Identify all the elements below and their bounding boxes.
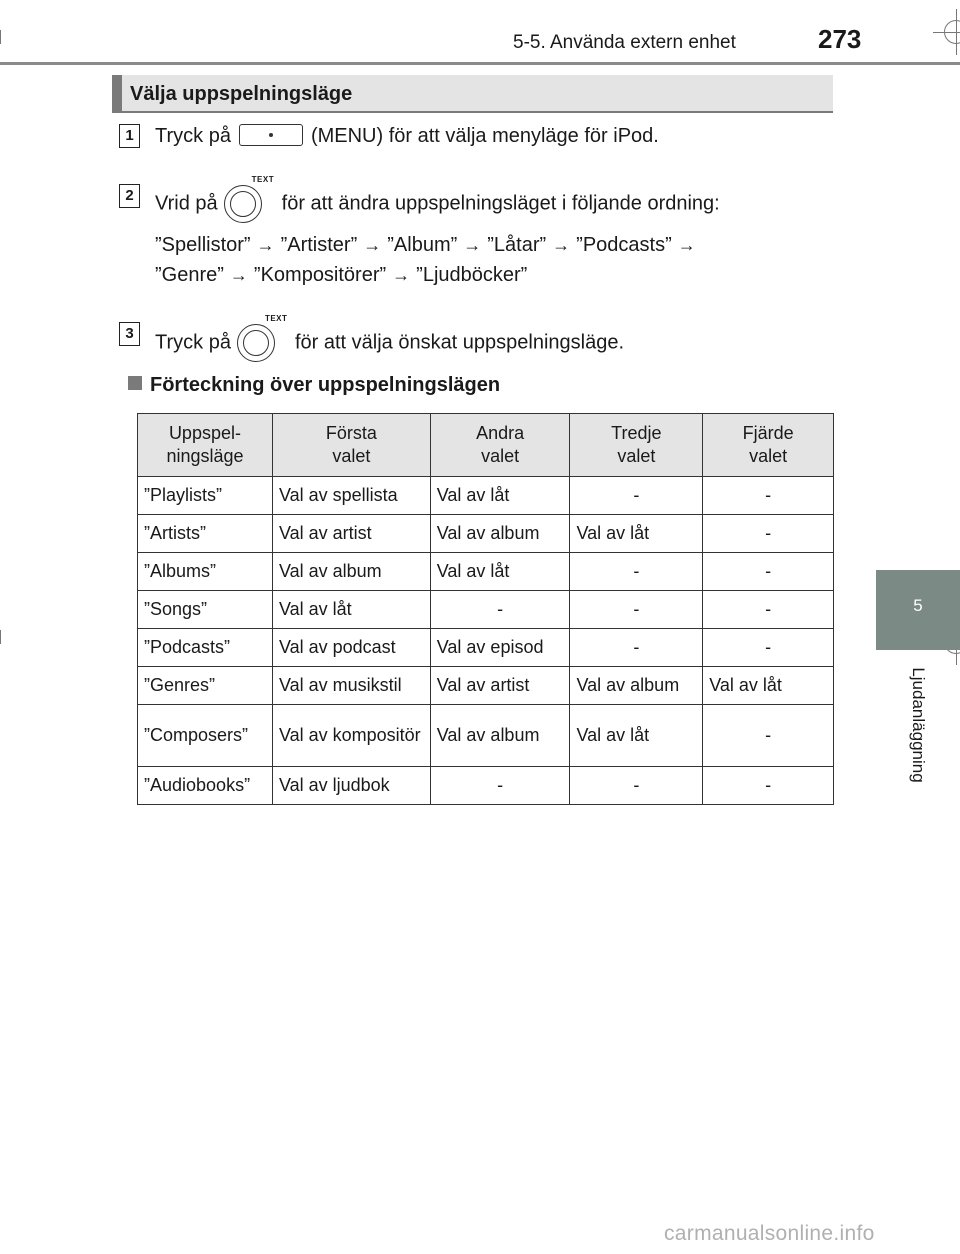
table-row [138, 667, 834, 705]
sequence-item: ”Album” [387, 234, 458, 256]
table-cell: - [570, 629, 703, 667]
arrow-right-icon: → [256, 235, 275, 255]
table-cell: Val av låt [430, 553, 570, 591]
sequence-line-1 [155, 234, 702, 257]
registration-mark-top-right [944, 20, 960, 44]
step-number-3: 3 [119, 322, 140, 346]
step-2-before: Vrid på [155, 192, 218, 215]
table-cell: - [703, 591, 834, 629]
table-header-cell: Andra valet [430, 414, 570, 477]
step-3-text [155, 314, 625, 364]
sequence-item: ”Spellistor” [155, 234, 251, 256]
step-number-1: 1 [119, 124, 140, 148]
text-knob-icon [222, 175, 275, 223]
sequence-item: ”Artister” [280, 234, 358, 256]
crop-mark-middle-left [0, 630, 1, 644]
table-header-cell: Uppspel- ningsläge [138, 414, 273, 477]
table-cell: - [703, 767, 834, 805]
table-row [138, 629, 834, 667]
section-title: Välja uppspelningsläge [130, 83, 353, 105]
step-1-before: Tryck på [155, 125, 231, 147]
step-3-after: för att välja önskat uppspelningsläge. [294, 331, 625, 354]
step-1-after: (MENU) för att välja menyläge för iPod. [310, 125, 659, 147]
table-header-row [138, 414, 834, 477]
sequence-item: ”Kompositörer” [253, 264, 387, 286]
table-cell: - [430, 591, 570, 629]
table-cell: ”Podcasts” [138, 629, 273, 667]
sequence-item: ”Ljudböcker” [416, 264, 528, 286]
chapter-number: 5 [913, 596, 923, 615]
chapter-tab [876, 570, 960, 650]
subsection-title: Förteckning över uppspelningslägen [150, 374, 501, 396]
table-cell: Val av låt [570, 705, 703, 767]
table-row [138, 705, 834, 767]
table-cell: ”Composers” [138, 705, 273, 767]
table-row [138, 515, 834, 553]
table-cell: Val av ljudbok [272, 767, 430, 805]
table-cell: Val av spellista [272, 477, 430, 515]
step-2-text [155, 175, 720, 225]
table-row [138, 767, 834, 805]
step-3-before: Tryck på [155, 331, 231, 354]
step-1-text [155, 125, 659, 148]
header-section-title: 5-5. Använda extern enhet [513, 32, 736, 53]
text-knob-icon [235, 314, 288, 362]
step-2-after: för att ändra uppspelningsläget i följande ordning: [281, 192, 720, 215]
table-cell: - [703, 629, 834, 667]
table-cell: Val av musikstil [272, 667, 430, 705]
table-row [138, 591, 834, 629]
table-header-cell: Första valet [272, 414, 430, 477]
table-cell: - [703, 705, 834, 767]
chapter-title: Ljudanläggning [909, 667, 928, 783]
table-cell: ”Playlists” [138, 477, 273, 515]
page-number: 273 [818, 24, 862, 54]
table-cell: Val av album [430, 515, 570, 553]
arrow-right-icon: → [463, 235, 482, 255]
knob-label: TEXT [264, 314, 288, 323]
playback-modes-table [137, 413, 834, 805]
table-cell: ”Artists” [138, 515, 273, 553]
table-cell: Val av låt [430, 477, 570, 515]
table-cell: Val av låt [703, 667, 834, 705]
arrow-right-icon: → [552, 235, 571, 255]
table-cell: ”Audiobooks” [138, 767, 273, 805]
sequence-item: ”Genre” [155, 264, 224, 286]
table-cell: Val av episod [430, 629, 570, 667]
table-cell: Val av album [272, 553, 430, 591]
subsection-heading [128, 374, 500, 397]
table-cell: ”Albums” [138, 553, 273, 591]
watermark: carmanualsonline.info [664, 1222, 875, 1245]
sequence-item: ”Podcasts” [576, 234, 672, 256]
table-header-cell: Fjärde valet [703, 414, 834, 477]
crop-mark-top-left [0, 30, 1, 44]
sequence-item: ”Låtar” [487, 234, 547, 256]
square-bullet-icon [128, 376, 142, 390]
knob-label: TEXT [251, 175, 275, 184]
table-cell: - [703, 515, 834, 553]
header-rule [0, 62, 960, 65]
table-cell: Val av podcast [272, 629, 430, 667]
table-cell: - [570, 591, 703, 629]
table-header-cell: Tredje valet [570, 414, 703, 477]
sequence-line-2 [155, 264, 527, 287]
table-cell: Val av album [430, 705, 570, 767]
table-cell: - [570, 477, 703, 515]
table-cell: Val av låt [570, 515, 703, 553]
table-cell: Val av artist [430, 667, 570, 705]
table-row [138, 477, 834, 515]
arrow-right-icon: → [392, 265, 411, 285]
table-cell: - [570, 553, 703, 591]
section-heading-bar [112, 75, 833, 113]
table-cell: - [430, 767, 570, 805]
table-cell: - [703, 477, 834, 515]
table-cell: Val av kompositör [272, 705, 430, 767]
table-cell: ”Genres” [138, 667, 273, 705]
arrow-right-icon: → [229, 265, 248, 285]
table-row [138, 553, 834, 591]
menu-button-icon [239, 124, 303, 146]
table-cell: Val av album [570, 667, 703, 705]
table-cell: - [703, 553, 834, 591]
step-number-2: 2 [119, 184, 140, 208]
table-cell: Val av artist [272, 515, 430, 553]
arrow-right-icon: → [677, 235, 696, 255]
table-cell: Val av låt [272, 591, 430, 629]
table-cell: ”Songs” [138, 591, 273, 629]
table-cell: - [570, 767, 703, 805]
arrow-right-icon: → [363, 235, 382, 255]
